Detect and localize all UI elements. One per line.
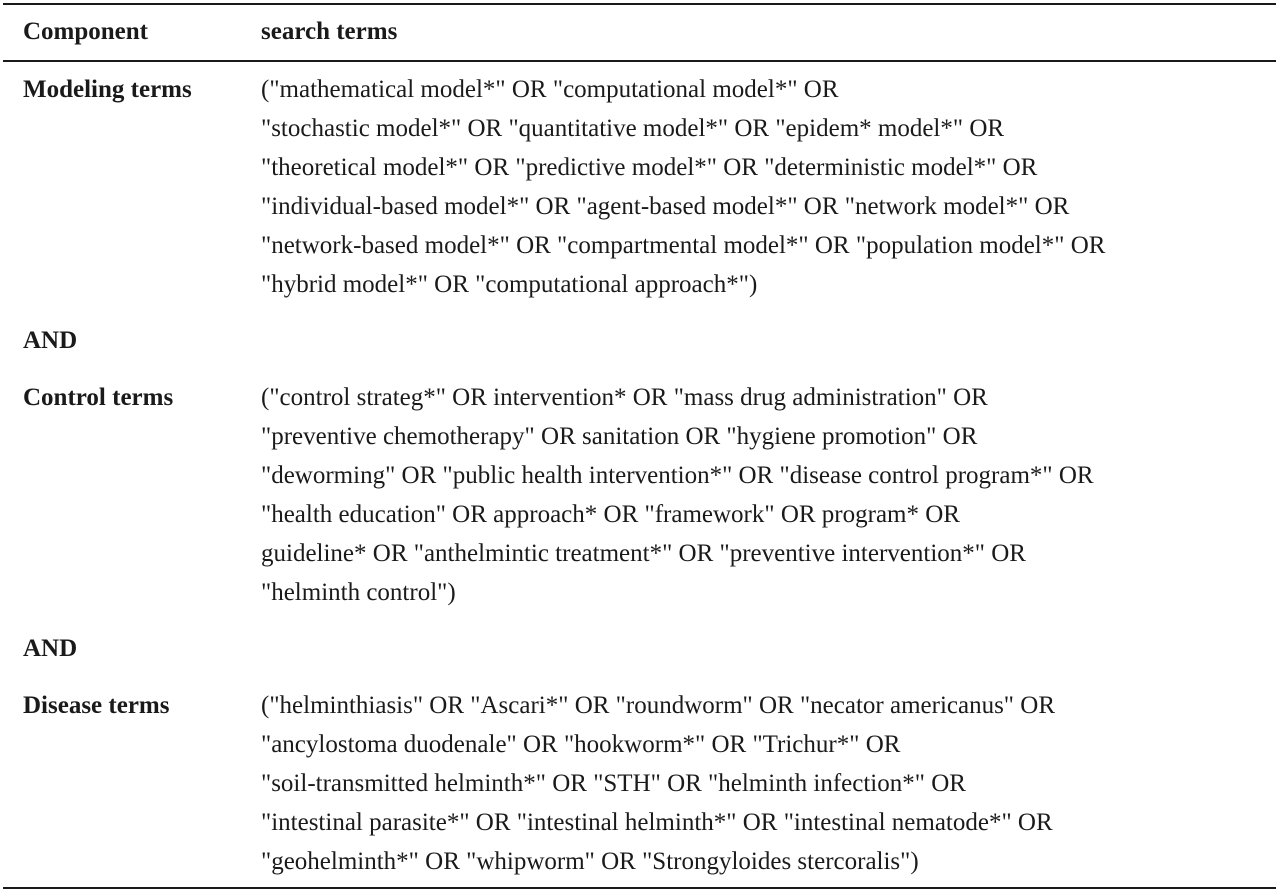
terms-line: "health education" OR approach* OR "framework" OR program* OR — [261, 501, 960, 528]
row-label-modeling: Modeling terms — [23, 76, 192, 103]
terms-line: "intestinal parasite*" OR "intestinal helminth*" OR "intestinal nematode*" OR — [261, 809, 1053, 836]
terms-line: "network-based model*" OR "compartmental model*" OR "population model*" OR — [261, 232, 1106, 259]
header-component: Component — [23, 18, 149, 45]
terms-line: "geohelminth*" OR "whipworm" OR "Strongyloides stercoralis") — [261, 848, 919, 875]
terms-line: ("helminthiasis" OR "Ascari*" OR "roundworm" OR "necator americanus" OR — [261, 692, 1055, 719]
terms-line: guideline* OR "anthelmintic treatment*" OR "preventive intervention*" OR — [261, 540, 1026, 567]
table-top-rule — [3, 3, 1276, 5]
row-terms-control — [261, 378, 1276, 612]
terms-line: "hybrid model*" OR "computational approach*") — [261, 271, 758, 298]
terms-line: "individual-based model*" OR "agent-based model*" OR "network model*" OR — [261, 193, 1070, 220]
table-header-rule — [3, 60, 1276, 62]
row-terms-disease — [261, 686, 1276, 881]
terms-line: "ancylostoma duodenale" OR "hookworm*" OR "Trichur*" OR — [261, 731, 901, 758]
row-label-control: Control terms — [23, 384, 174, 411]
terms-line: "deworming" OR "public health intervention*" OR "disease control program*" OR — [261, 462, 1094, 489]
terms-line: "helminth control") — [261, 579, 456, 606]
terms-line: ("mathematical model*" OR "computational model*" OR — [261, 76, 839, 103]
terms-line: "soil-transmitted helminth*" OR "STH" OR "helminth infection*" OR — [261, 770, 966, 797]
row-label-disease: Disease terms — [23, 692, 170, 719]
header-search-terms: search terms — [261, 18, 398, 45]
terms-line: "preventive chemotherapy" OR sanitation OR "hygiene promotion" OR — [261, 423, 978, 450]
connector-and-1: AND — [23, 327, 78, 354]
terms-line: "stochastic model*" OR "quantitative model*" OR "epidem* model*" OR — [261, 115, 1005, 142]
connector-and-2: AND — [23, 635, 78, 662]
terms-line: "theoretical model*" OR "predictive model*" OR "deterministic model*" OR — [261, 154, 1038, 181]
row-terms-modeling — [261, 70, 1276, 304]
table-bottom-rule — [3, 887, 1276, 889]
terms-line: ("control strateg*" OR intervention* OR "mass drug administration" OR — [261, 384, 988, 411]
